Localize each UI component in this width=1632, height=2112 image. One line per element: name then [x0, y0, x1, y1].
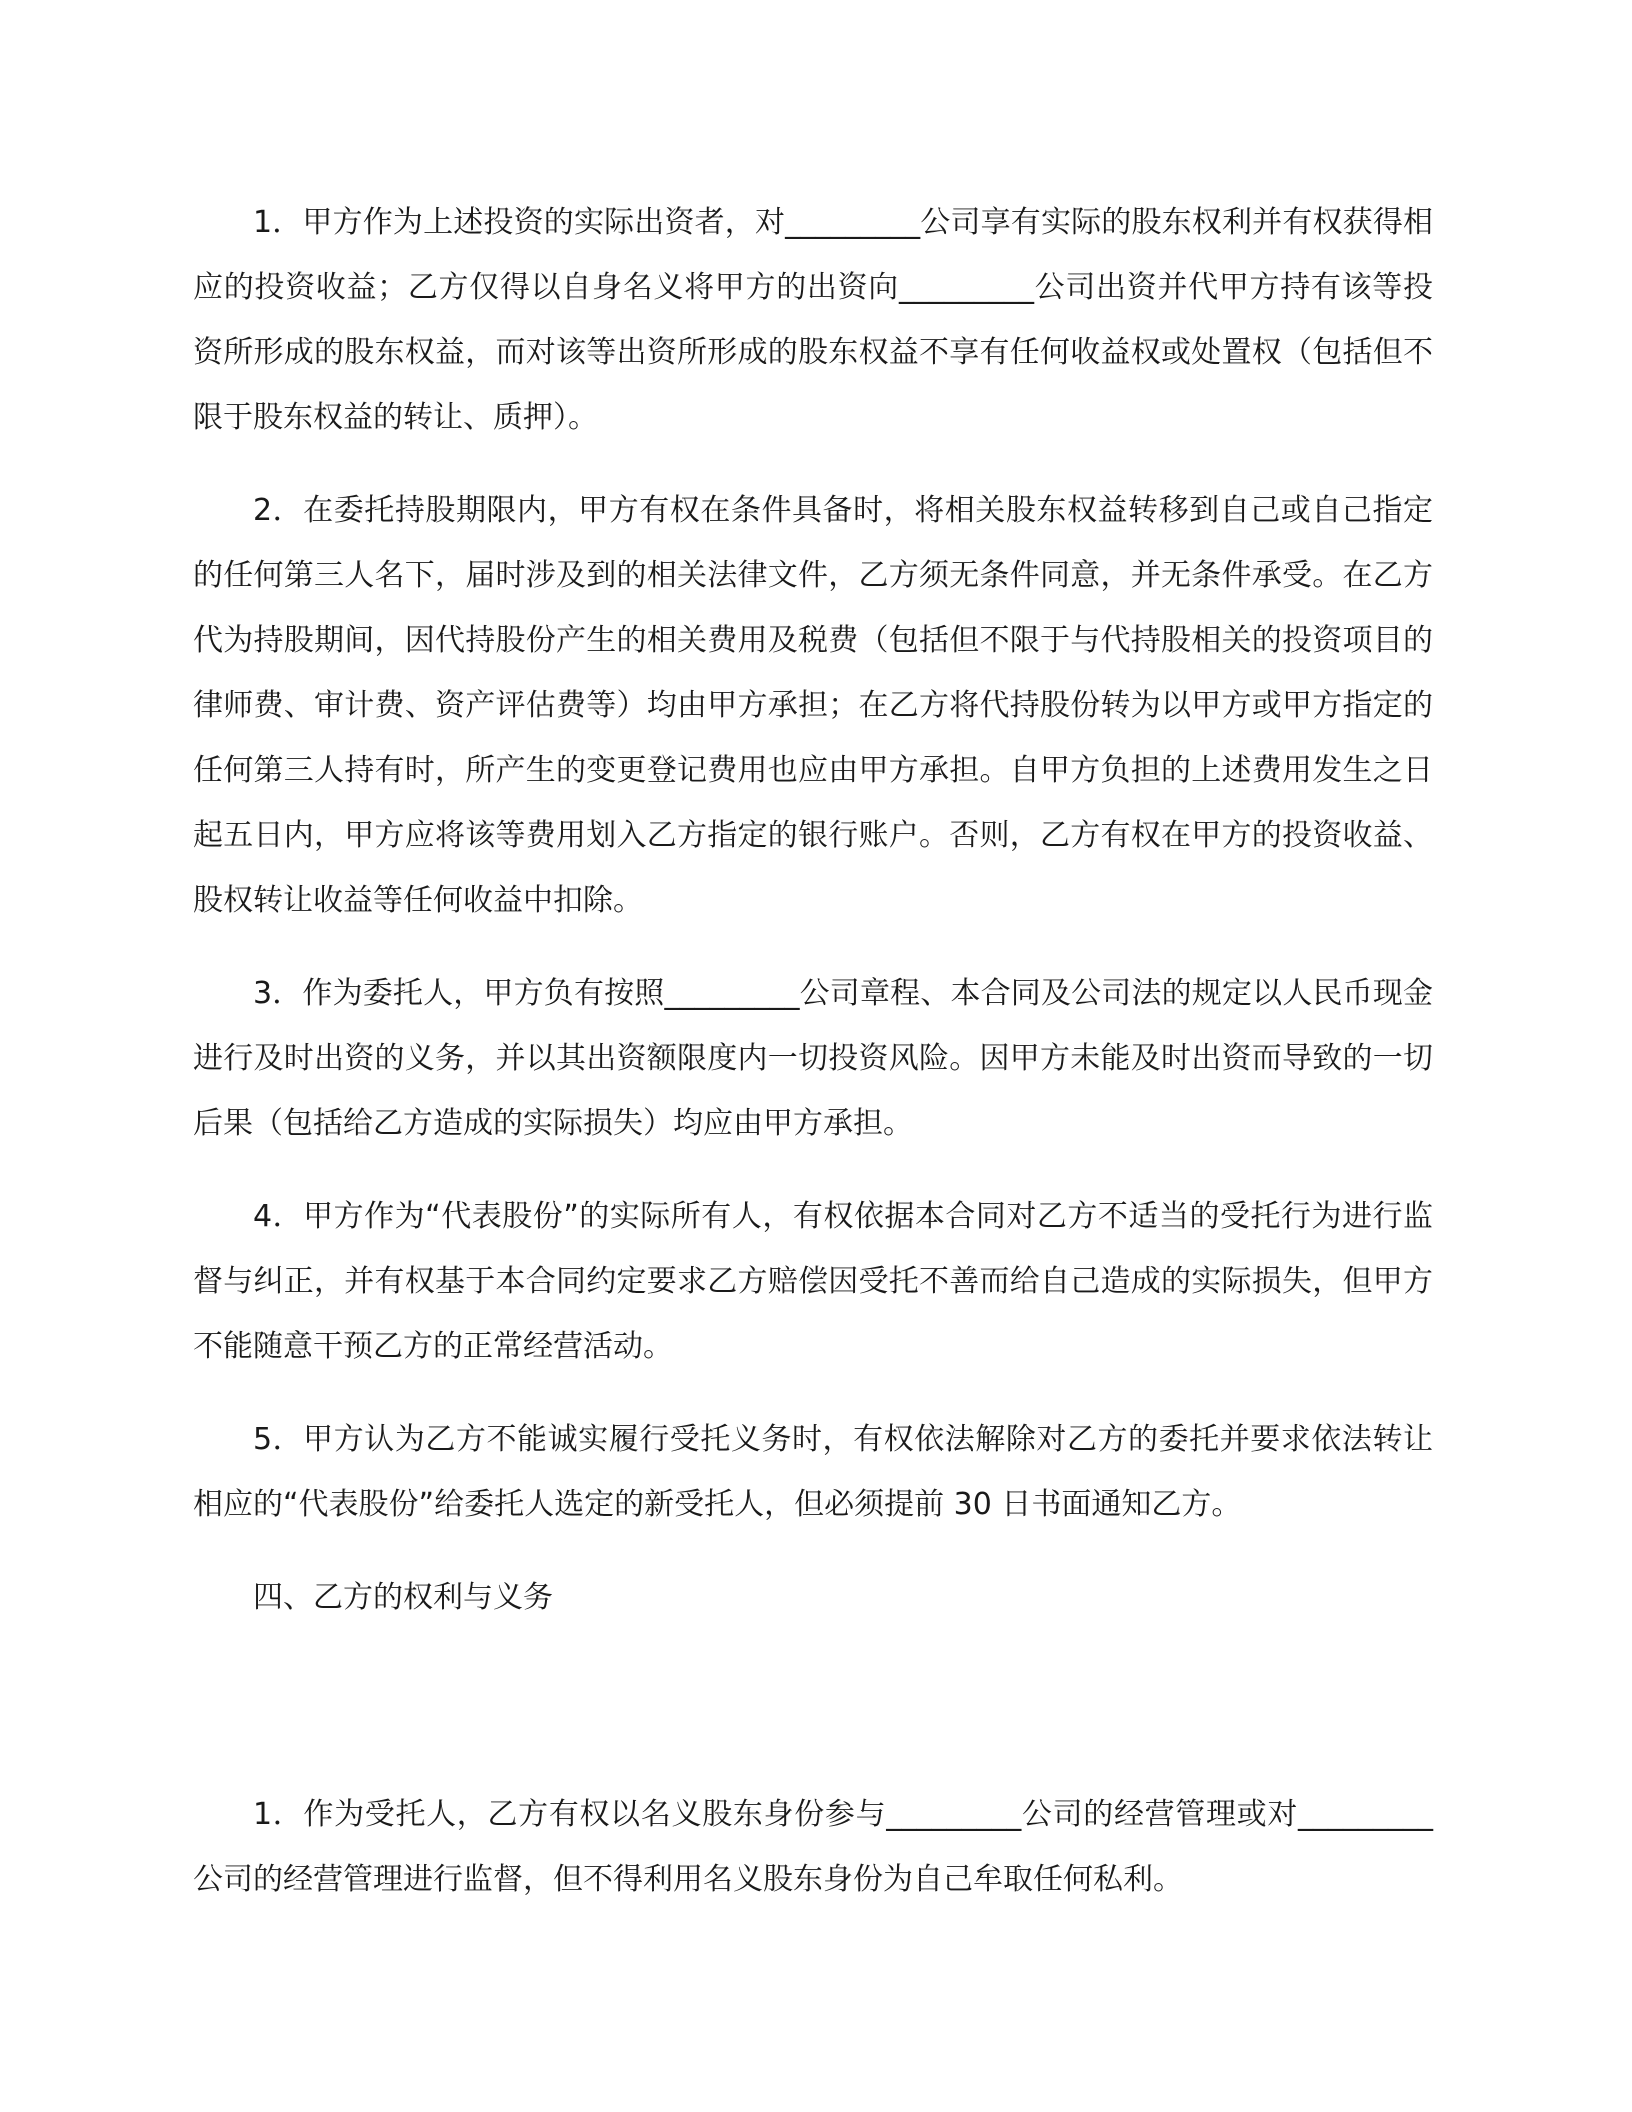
- clause-3-3: 3．作为委托人，甲方负有按照_________公司章程、本合同及公司法的规定以人民币现金进行及时出资的义务，并以其出资额限度内一切投资风险。因甲方未能及时出资而导致的一切后果（包括给乙方造成的实际损失）均应由甲方承担。: [193, 976, 1433, 1141]
- section-4-heading: 四、乙方的权利与义务: [253, 1580, 553, 1615]
- document-body: [193, 190, 1433, 1940]
- clause-3-1: 1．甲方作为上述投资的实际出资者，对_________公司享有实际的股东权利并有权获得相应的投资收益；乙方仅得以自身名义将甲方的出资向_________公司出资并代甲方持有该等投资所形成的股东权益，而对该等出资所形成的股东权益不享有任何收益权或处置权（包括但不限于股东权益的转让、质押）。: [193, 205, 1433, 435]
- clause-3-2: 2．在委托持股期限内，甲方有权在条件具备时，将相关股东权益转移到自己或自己指定的任何第三人名下，届时涉及到的相关法律文件，乙方须无条件同意，并无条件承受。在乙方代为持股期间，因代持股份产生的相关费用及税费（包括但不限于与代持股相关的投资项目的律师费、审计费、资产评估费等）均由甲方承担；在乙方将代持股份转为以甲方或甲方指定的任何第三人持有时，所产生的变更登记费用也应由甲方承担。自甲方负担的上述费用发生之日起五日内，甲方应将该等费用划入乙方指定的银行账户。否则，乙方有权在甲方的投资收益、股权转让收益等任何收益中扣除。: [193, 493, 1433, 918]
- clause-4-1: 1．作为受托人，乙方有权以名义股东身份参与_________公司的经营管理或对_________公司的经营管理进行监督，但不得利用名义股东身份为自己牟取任何私利。: [193, 1797, 1433, 1897]
- section-spacer: [193, 1630, 1433, 1782]
- clause-3-4: 4．甲方作为“代表股份”的实际所有人，有权依据本合同对乙方不适当的受托行为进行监督与纠正，并有权基于本合同约定要求乙方赔偿因受托不善而给自己造成的实际损失，但甲方不能随意干预乙方的正常经营活动。: [193, 1199, 1433, 1364]
- clause-3-5: 5．甲方认为乙方不能诚实履行受托义务时，有权依法解除对乙方的委托并要求依法转让相应的“代表股份”给委托人选定的新受托人，但必须提前 30 日书面通知乙方。: [193, 1422, 1433, 1522]
